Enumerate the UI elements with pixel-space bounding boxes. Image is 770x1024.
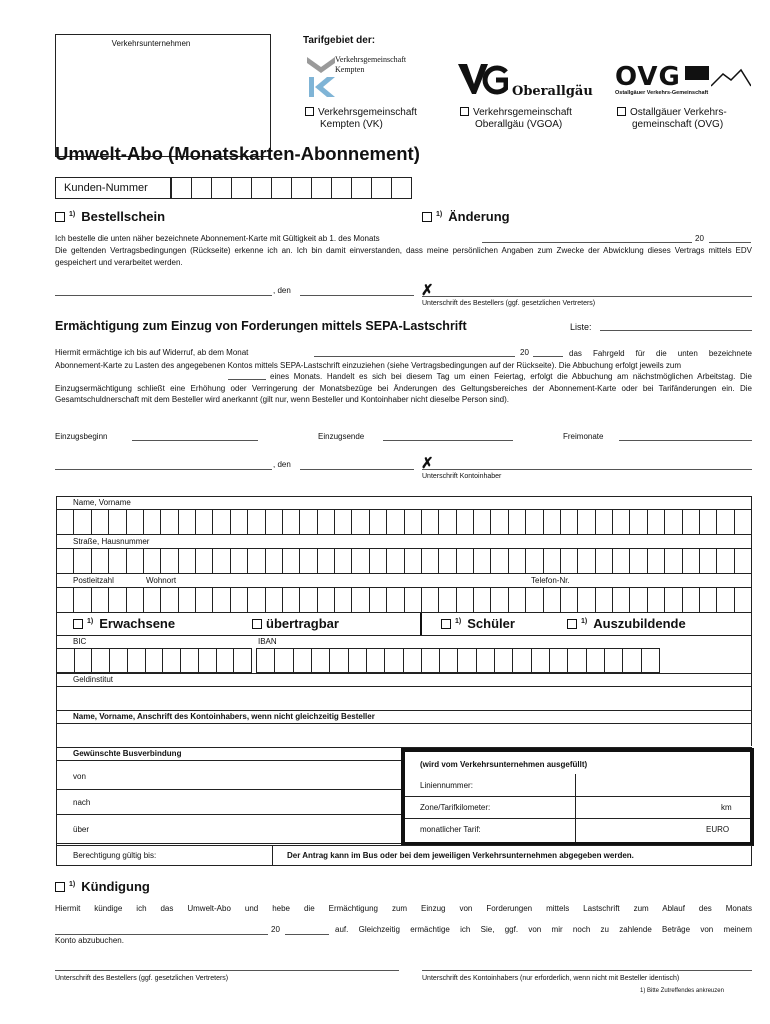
order-option[interactable]: $^{1)}$ Bestellschein	[55, 209, 165, 224]
sepa-free-label: Freimonate	[563, 432, 604, 441]
submit-note: Der Antrag kann im Bus oder bei dem jeweiligen Verkehrsunternehmen abgegeben werden.	[287, 851, 634, 860]
operator-fill-label: (wird vom Verkehrsunternehmen ausgefüllt)	[420, 760, 588, 769]
category-trainee[interactable]: $^{1)}$ Auszubildende	[567, 616, 686, 631]
zone-field[interactable]	[575, 796, 745, 818]
sepa-text-start: Hiermit ermächtige ich bis auf Widerruf, ab dem Monat	[55, 348, 249, 357]
order-month-field[interactable]	[482, 242, 692, 243]
category-divider	[420, 613, 422, 635]
ovg-logo	[615, 64, 755, 98]
sepa-free-field[interactable]	[619, 440, 752, 441]
vk-logo-text: Verkehrsgemeinschaft Kempten	[335, 55, 407, 74]
option-ovg[interactable]: Ostallgäuer Verkehrs- gemeinschaft (OVG)	[617, 107, 727, 131]
cancellation-text2: auf. Gleichzeitig ermächtige ich Sie, ggf. von mir noch zu zahlende Beträge von meinem	[335, 925, 752, 934]
checkbox-change[interactable]	[422, 212, 432, 222]
checkbox-order[interactable]	[55, 212, 65, 222]
city-label: Wohnort	[146, 576, 177, 585]
tariff-area-label: Tarifgebiet der:	[303, 35, 376, 46]
sepa-place-field[interactable]	[55, 469, 272, 470]
option-vgoa[interactable]: Verkehrsgemeinschaft Oberallgäu (VGOA)	[460, 107, 572, 131]
cancellation-option[interactable]: $^{1)}$ Kündigung	[55, 879, 150, 894]
sepa-list-label: Liste:	[570, 322, 592, 332]
order-text-line1: Ich bestelle die unten näher bezeichnete Abonnement-Karte mit Gültigkeit ab 1. des Monats	[55, 234, 380, 243]
footnote: 1) Bitte Zutreffendes ankreuzen	[640, 988, 724, 994]
km-unit: km	[721, 803, 732, 812]
via-field[interactable]	[56, 815, 401, 844]
page-title: Umwelt-Abo (Monatskarten-Abonnement)	[55, 143, 420, 164]
vk-logo	[305, 53, 425, 99]
sepa-list-field[interactable]	[600, 330, 752, 331]
cancellation-text3: Konto abzubuchen.	[55, 936, 124, 945]
operator-stamp-box[interactable]	[55, 34, 271, 157]
sepa-signature-caption: Unterschrift Kontoinhaber	[422, 473, 502, 480]
checkbox-ovg[interactable]	[617, 107, 626, 116]
sepa-signature-field[interactable]	[422, 469, 752, 470]
cancellation-month-field[interactable]	[55, 934, 268, 935]
holder-field[interactable]	[56, 723, 752, 747]
order-text-line2: Die geltenden Vertragsbedingungen (Rückseite) erkenne ich an. Ich bin damit einverstanden, dass meine persönlichen Angaben zum Zwecke der Abwicklung dieses Vertrags mittels EDV gespeichert und verarbeitet werden.	[55, 246, 752, 267]
cancellation-sig-orderer-field[interactable]	[55, 970, 399, 971]
change-option[interactable]: $^{1)}$ Änderung	[422, 209, 510, 224]
category-adult[interactable]: $^{1)}$ Erwachsene	[73, 616, 175, 631]
sepa-sign-mark: ✗	[421, 455, 434, 472]
iban-label: IBAN	[258, 637, 277, 646]
iban-grid[interactable]	[256, 648, 660, 673]
vgoa-logo-text: Oberallgäu	[512, 84, 593, 99]
address-grid[interactable]	[56, 587, 752, 613]
sepa-heading: Ermächtigung zum Einzug von Forderungen mittels SEPA-Lastschrift	[55, 319, 467, 333]
street-grid[interactable]	[56, 548, 752, 574]
sepa-text-rest2: eines Monats. Handelt es sich bei diesem Tag um einen Feiertag, erfolgt die Abbuchung am nächstmöglichen Arbeitstag. Die Einzugsermächtigung schließt eine Erhöhung oder Verringerung der Monatsbezüge bei Änderungen des Geltungsbereiches der Abonnement-Karte oder bei Tarifänderungen ein. Die Gesamtschuldnerschaft mit dem Besteller wird anerkannt (gilt nur, wenn Besteller und Kontoinhaber nicht dieselbe Person sind).	[55, 372, 752, 404]
ovg-mountain-icon	[711, 68, 751, 88]
vgoa-logo	[458, 62, 598, 98]
valid-until-label: Berechtigung gültig bis:	[73, 851, 157, 860]
sepa-year-label: 20	[520, 348, 529, 357]
vk-logo-icon	[305, 53, 337, 99]
monthly-tariff-label: monatlicher Tarif:	[420, 825, 481, 834]
checkbox-vk[interactable]	[305, 107, 314, 116]
holder-label: Name, Vorname, Anschrift des Kontoinhabers, wenn nicht gleichzeitig Besteller	[73, 712, 375, 721]
checkbox-adult[interactable]	[73, 619, 83, 629]
operator-box-label: Verkehrsunternehmen	[111, 39, 191, 48]
valid-until-field[interactable]	[200, 845, 272, 866]
category-pupil[interactable]: $^{1)}$ Schüler	[441, 616, 515, 631]
ovg-logo-sub: Ostallgäuer Verkehrs-Gemeinschaft	[615, 90, 709, 96]
ovg-flag-icon	[685, 66, 709, 80]
sepa-date-field[interactable]	[300, 469, 414, 470]
name-label: Name, Vorname	[73, 498, 131, 507]
option-vk[interactable]: Verkehrsgemeinschaft Kempten (VK)	[305, 107, 417, 131]
order-signature-field[interactable]	[422, 296, 752, 297]
cancellation-year-label: 20	[271, 925, 280, 934]
line-number-label: Liniennummer:	[420, 781, 473, 790]
order-date-field[interactable]	[300, 295, 414, 296]
cancellation-sig-orderer-caption: Unterschrift des Bestellers (ggf. gesetzlichen Vertreters)	[55, 975, 229, 982]
cancellation-year-field[interactable]	[285, 934, 329, 935]
order-year-field[interactable]	[709, 242, 751, 243]
to-label: nach	[73, 798, 91, 807]
sepa-end-label: Einzugsende	[318, 432, 365, 441]
order-signature-caption: Unterschrift des Bestellers (ggf. gesetzlichen Vertreters)	[422, 300, 596, 307]
sepa-end-field[interactable]	[383, 440, 513, 441]
customer-number-grid[interactable]	[171, 177, 412, 199]
line-number-field[interactable]	[575, 774, 745, 796]
name-grid[interactable]	[56, 509, 752, 535]
via-label: über	[73, 825, 90, 834]
order-den-label: , den	[273, 286, 291, 295]
cancellation-sig-holder-caption: Unterschrift des Kontoinhabers (nur erforderlich, wenn nicht mit Besteller identisch)	[422, 975, 680, 982]
cancellation-sig-holder-field[interactable]	[422, 970, 752, 971]
bic-label: BIC	[73, 637, 87, 646]
vgoa-logo-icon	[458, 62, 508, 96]
checkbox-trainee[interactable]	[567, 619, 577, 629]
order-sign-mark: ✗	[421, 282, 434, 299]
checkbox-vgoa[interactable]	[460, 107, 469, 116]
sepa-start-field[interactable]	[132, 440, 258, 441]
from-field[interactable]	[56, 760, 401, 790]
customer-number-label-box: Kunden-Nummer	[55, 177, 171, 199]
bank-field[interactable]	[56, 686, 752, 710]
zone-label: Zone/Tarifkilometer:	[420, 803, 491, 812]
to-field[interactable]	[56, 790, 401, 815]
euro-unit: EURO	[706, 825, 730, 834]
route-label: Gewünschte Busverbindung	[73, 749, 182, 758]
sepa-den-label: , den	[273, 460, 291, 469]
from-label: von	[73, 772, 86, 781]
checkbox-cancellation[interactable]	[55, 882, 65, 892]
cancellation-text1: Hiermit kündige ich das Umwelt-Abo und hebe die Ermächtigung zum Einzug von Forderungen mittels Lastschrift zum Ablauf des Monats	[55, 904, 752, 913]
sepa-text-rest1: das Fahrgeld für die unten bezeichnete Abonnement-Karte zu Lasten des angegebenen Kontos mittels SEPA-Lastschrift einzuziehen (siehe Vertragsbedingungen auf der Rückseite). Die Abbuchung erfolgt jeweils zum	[55, 349, 752, 370]
phone-label: Telefon-Nr.	[531, 576, 570, 585]
checkbox-pupil[interactable]	[441, 619, 451, 629]
category-transferable[interactable]: übertragbar	[252, 616, 339, 631]
order-year-label: 20	[695, 234, 704, 243]
street-label: Straße, Hausnummer	[73, 537, 150, 546]
checkbox-transferable[interactable]	[252, 619, 262, 629]
sepa-start-label: Einzugsbeginn	[55, 432, 108, 441]
bic-grid[interactable]	[56, 648, 252, 673]
ovg-logo-text: OVG	[615, 62, 681, 92]
bank-label: Geldinstitut	[73, 675, 114, 684]
order-place-field[interactable]	[55, 295, 272, 296]
zip-label: Postleitzahl	[73, 576, 114, 585]
